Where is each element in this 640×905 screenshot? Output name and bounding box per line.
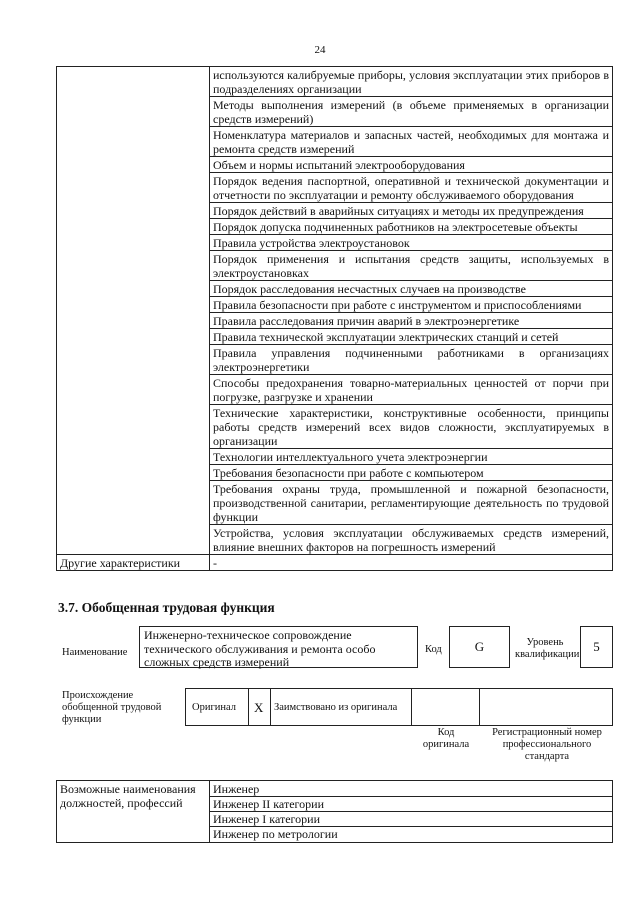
requirement-text: Технологии интеллектуального учета электроэнергии [210, 449, 613, 465]
original-label: Оригинал [192, 702, 236, 713]
occupations-table [56, 780, 613, 843]
origin-divider-3 [411, 688, 412, 726]
requirement-text: Правила безопасности при работе с инструментом и приспособлениями [210, 297, 613, 313]
requirement-text: Порядок допуска подчиненных работников на электросетевые объекты [210, 219, 613, 235]
origin-divider-4 [479, 688, 480, 726]
original-mark: X [254, 700, 264, 715]
other-characteristics-label: Другие характеристики [57, 555, 210, 571]
code-value: G [449, 626, 510, 668]
requirement-text: Порядок расследования несчастных случаев на производстве [210, 281, 613, 297]
requirement-text: Устройства, условия эксплуатации обслуживаемых средств измерений, влияние внешних факторов на погрешность измерений [210, 525, 613, 555]
origin-divider-1 [248, 688, 249, 726]
occupations-label: Возможные наименования должностей, профессий [57, 781, 210, 843]
requirement-text: Правила расследования причин аварий в электроэнергетике [210, 313, 613, 329]
requirement-text: Требования безопасности при работе с компьютером [210, 465, 613, 481]
origin-divider-2 [270, 688, 271, 726]
level-label: Уровень квалификации [515, 637, 580, 660]
occupations-list [210, 781, 613, 843]
reg-number-caption: Регистрационный номер профессионального стандарта [492, 727, 602, 762]
code-origin-caption: Код оригинала [422, 727, 470, 750]
requirement-text: Технические характеристики, конструктивные особенности, принципы работы средств измерений всех видов сложности, эксплуатируемых в организации [210, 405, 613, 449]
occupation-item: Инженер I категории [210, 812, 612, 827]
requirement-text: Методы выполнения измерений (в объеме применяемых в организации средств измерений) [210, 97, 613, 127]
requirement-text: используются калибруемые приборы, условия эксплуатации этих приборов в подразделениях организации [210, 67, 613, 97]
level-value: 5 [580, 626, 613, 668]
requirement-text: Объем и нормы испытаний электрооборудования [210, 157, 613, 173]
origin-box [185, 688, 613, 726]
requirement-text: Правила технической эксплуатации электрических станций и сетей [210, 329, 613, 345]
origin-label: Происхождение обобщенной трудовой функции [62, 690, 162, 725]
occupation-item: Инженер [210, 782, 612, 797]
requirements-label-cell [57, 67, 210, 555]
name-label: Наименование [62, 647, 128, 658]
other-characteristics-value: - [210, 555, 613, 571]
requirement-text: Требования охраны труда, промышленной и пожарной безопасности, производственной санитарии, регламентирующие деятельность по трудовой функции [210, 481, 613, 525]
requirement-text: Способы предохранения товарно-материальных ценностей от порчи при погрузке, разгрузке и хранении [210, 375, 613, 405]
function-name-value: Инженерно-техническое сопровождение технического обслуживания и ремонта особо сложных средств измерений [139, 626, 418, 668]
requirement-text: Порядок применения и испытания средств защиты, используемых в электроустановках [210, 251, 613, 281]
occupation-item: Инженер по метрологии [213, 827, 338, 841]
occupation-item: Инженер II категории [210, 797, 612, 812]
requirement-text: Порядок ведения паспортной, оперативной и технической документации и отчетности по эксплуатации и ремонту обслуживаемого оборудования [210, 173, 613, 203]
section-title: 3.7. Обобщенная трудовая функция [58, 600, 275, 615]
requirement-row [57, 67, 613, 97]
requirement-text: Номенклатура материалов и запасных частей, необходимых для монтажа и ремонта средств измерений [210, 127, 613, 157]
other-characteristics-row [57, 555, 613, 571]
requirements-table [56, 66, 613, 571]
requirement-text: Порядок действий в аварийных ситуациях и методы их предупреждения [210, 203, 613, 219]
borrowed-label: Заимствовано из оригинала [274, 702, 398, 713]
requirement-text: Правила управления подчиненными работниками в организациях электроэнергетики [210, 345, 613, 375]
code-label: Код [425, 644, 442, 655]
requirement-text: Правила устройства электроустановок [210, 235, 613, 251]
page-number: 24 [314, 44, 326, 56]
